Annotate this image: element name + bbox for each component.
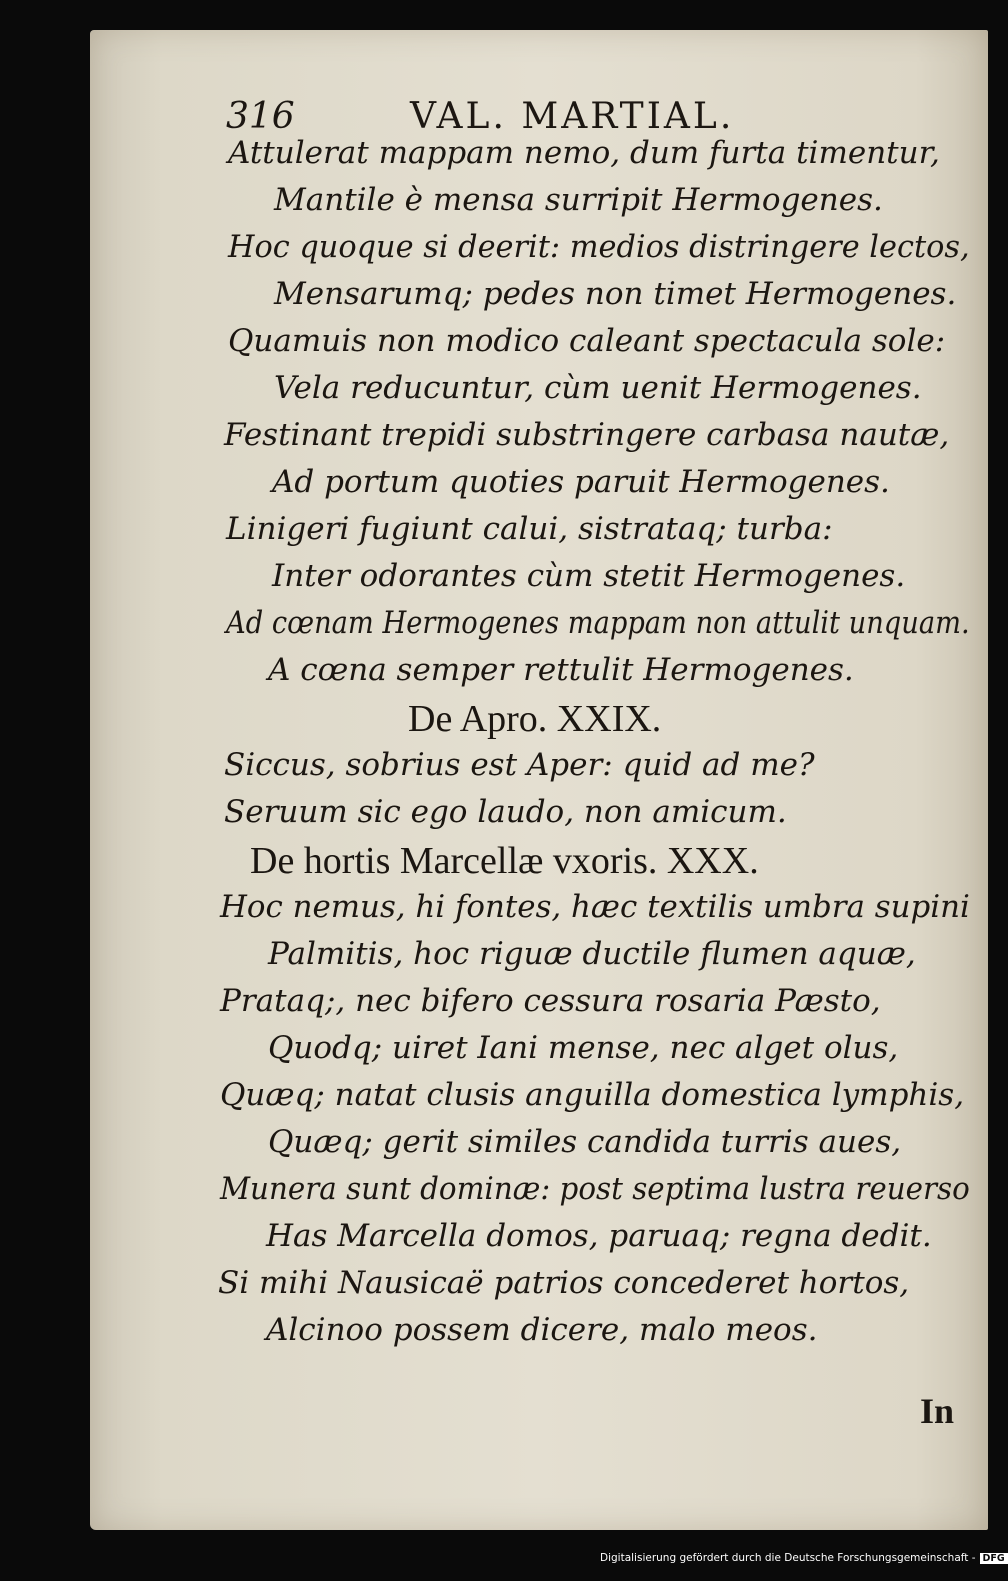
verse-line: Ad portum quoties paruit Hermogenes. bbox=[272, 464, 890, 500]
verse-line: Has Marcella domos, paruaq; regna dedit. bbox=[266, 1218, 932, 1254]
digitization-credit bbox=[600, 1552, 1005, 1576]
section-heading-de-apro: De Apro. XXIX. bbox=[408, 698, 662, 740]
verse-line: Mensarumq; pedes non timet Hermogenes. bbox=[274, 276, 957, 312]
section-heading-de-hortis: De hortis Marcellæ vxoris. XXX. bbox=[250, 840, 759, 882]
verse-line: Quæq; gerit similes candida turris aues, bbox=[268, 1124, 902, 1160]
book-page bbox=[90, 30, 988, 1530]
verse-line: Ad cœnam Hermogenes mappam non attulit unquam. bbox=[226, 605, 970, 641]
verse-line: Inter odorantes cùm stetit Hermogenes. bbox=[272, 558, 906, 594]
verse-line: Munera sunt dominæ: post septima lustra reuerso bbox=[220, 1171, 970, 1207]
verse-line: Palmitis, hoc riguæ ductile flumen aquæ, bbox=[268, 936, 916, 972]
verse-line: Hoc quoque si deerit: medios distringere lectos, bbox=[228, 229, 970, 265]
verse-line: Hoc nemus, hi fontes, hæc textilis umbra supini bbox=[220, 889, 970, 925]
credit-text: Digitalisierung gefördert durch die Deutsche Forschungsgemeinschaft - bbox=[600, 1552, 976, 1564]
verse-line: Mantile è mensa surripit Hermogenes. bbox=[274, 182, 883, 218]
verse-line: Vela reducuntur, cùm uenit Hermogenes. bbox=[274, 370, 922, 406]
verse-line: A cœna semper rettulit Hermogenes. bbox=[268, 652, 854, 688]
dfg-logo: DFG bbox=[980, 1553, 1008, 1564]
verse-line: Si mihi Nausicaë patrios concederet hortos, bbox=[218, 1265, 910, 1301]
running-head: VAL. MARTIAL. bbox=[410, 96, 735, 137]
verse-line: Quæq; natat clusis anguilla domestica lymphis, bbox=[220, 1077, 965, 1113]
verse-line: Quamuis non modico caleant spectacula sole: bbox=[228, 323, 946, 359]
page-number: 316 bbox=[226, 96, 295, 137]
verse-line: Quodq; uiret Iani mense, nec alget olus, bbox=[268, 1030, 899, 1066]
verse-line: Seruum sic ego laudo, non amicum. bbox=[224, 794, 787, 830]
verse-line: Festinant trepidi substringere carbasa nautæ, bbox=[224, 417, 950, 453]
verse-line: Siccus, sobrius est Aper: quid ad me? bbox=[224, 747, 815, 783]
verse-line: Linigeri fugiunt calui, sistrataq; turba: bbox=[226, 511, 833, 547]
verse-line: Alcinoo possem dicere, malo meos. bbox=[266, 1312, 818, 1348]
verse-line: Prataq;, nec bifero cessura rosaria Pæsto, bbox=[220, 983, 881, 1019]
catchword: In bbox=[920, 1391, 955, 1431]
verse-line: Attulerat mappam nemo, dum furta timentur, bbox=[228, 135, 940, 171]
